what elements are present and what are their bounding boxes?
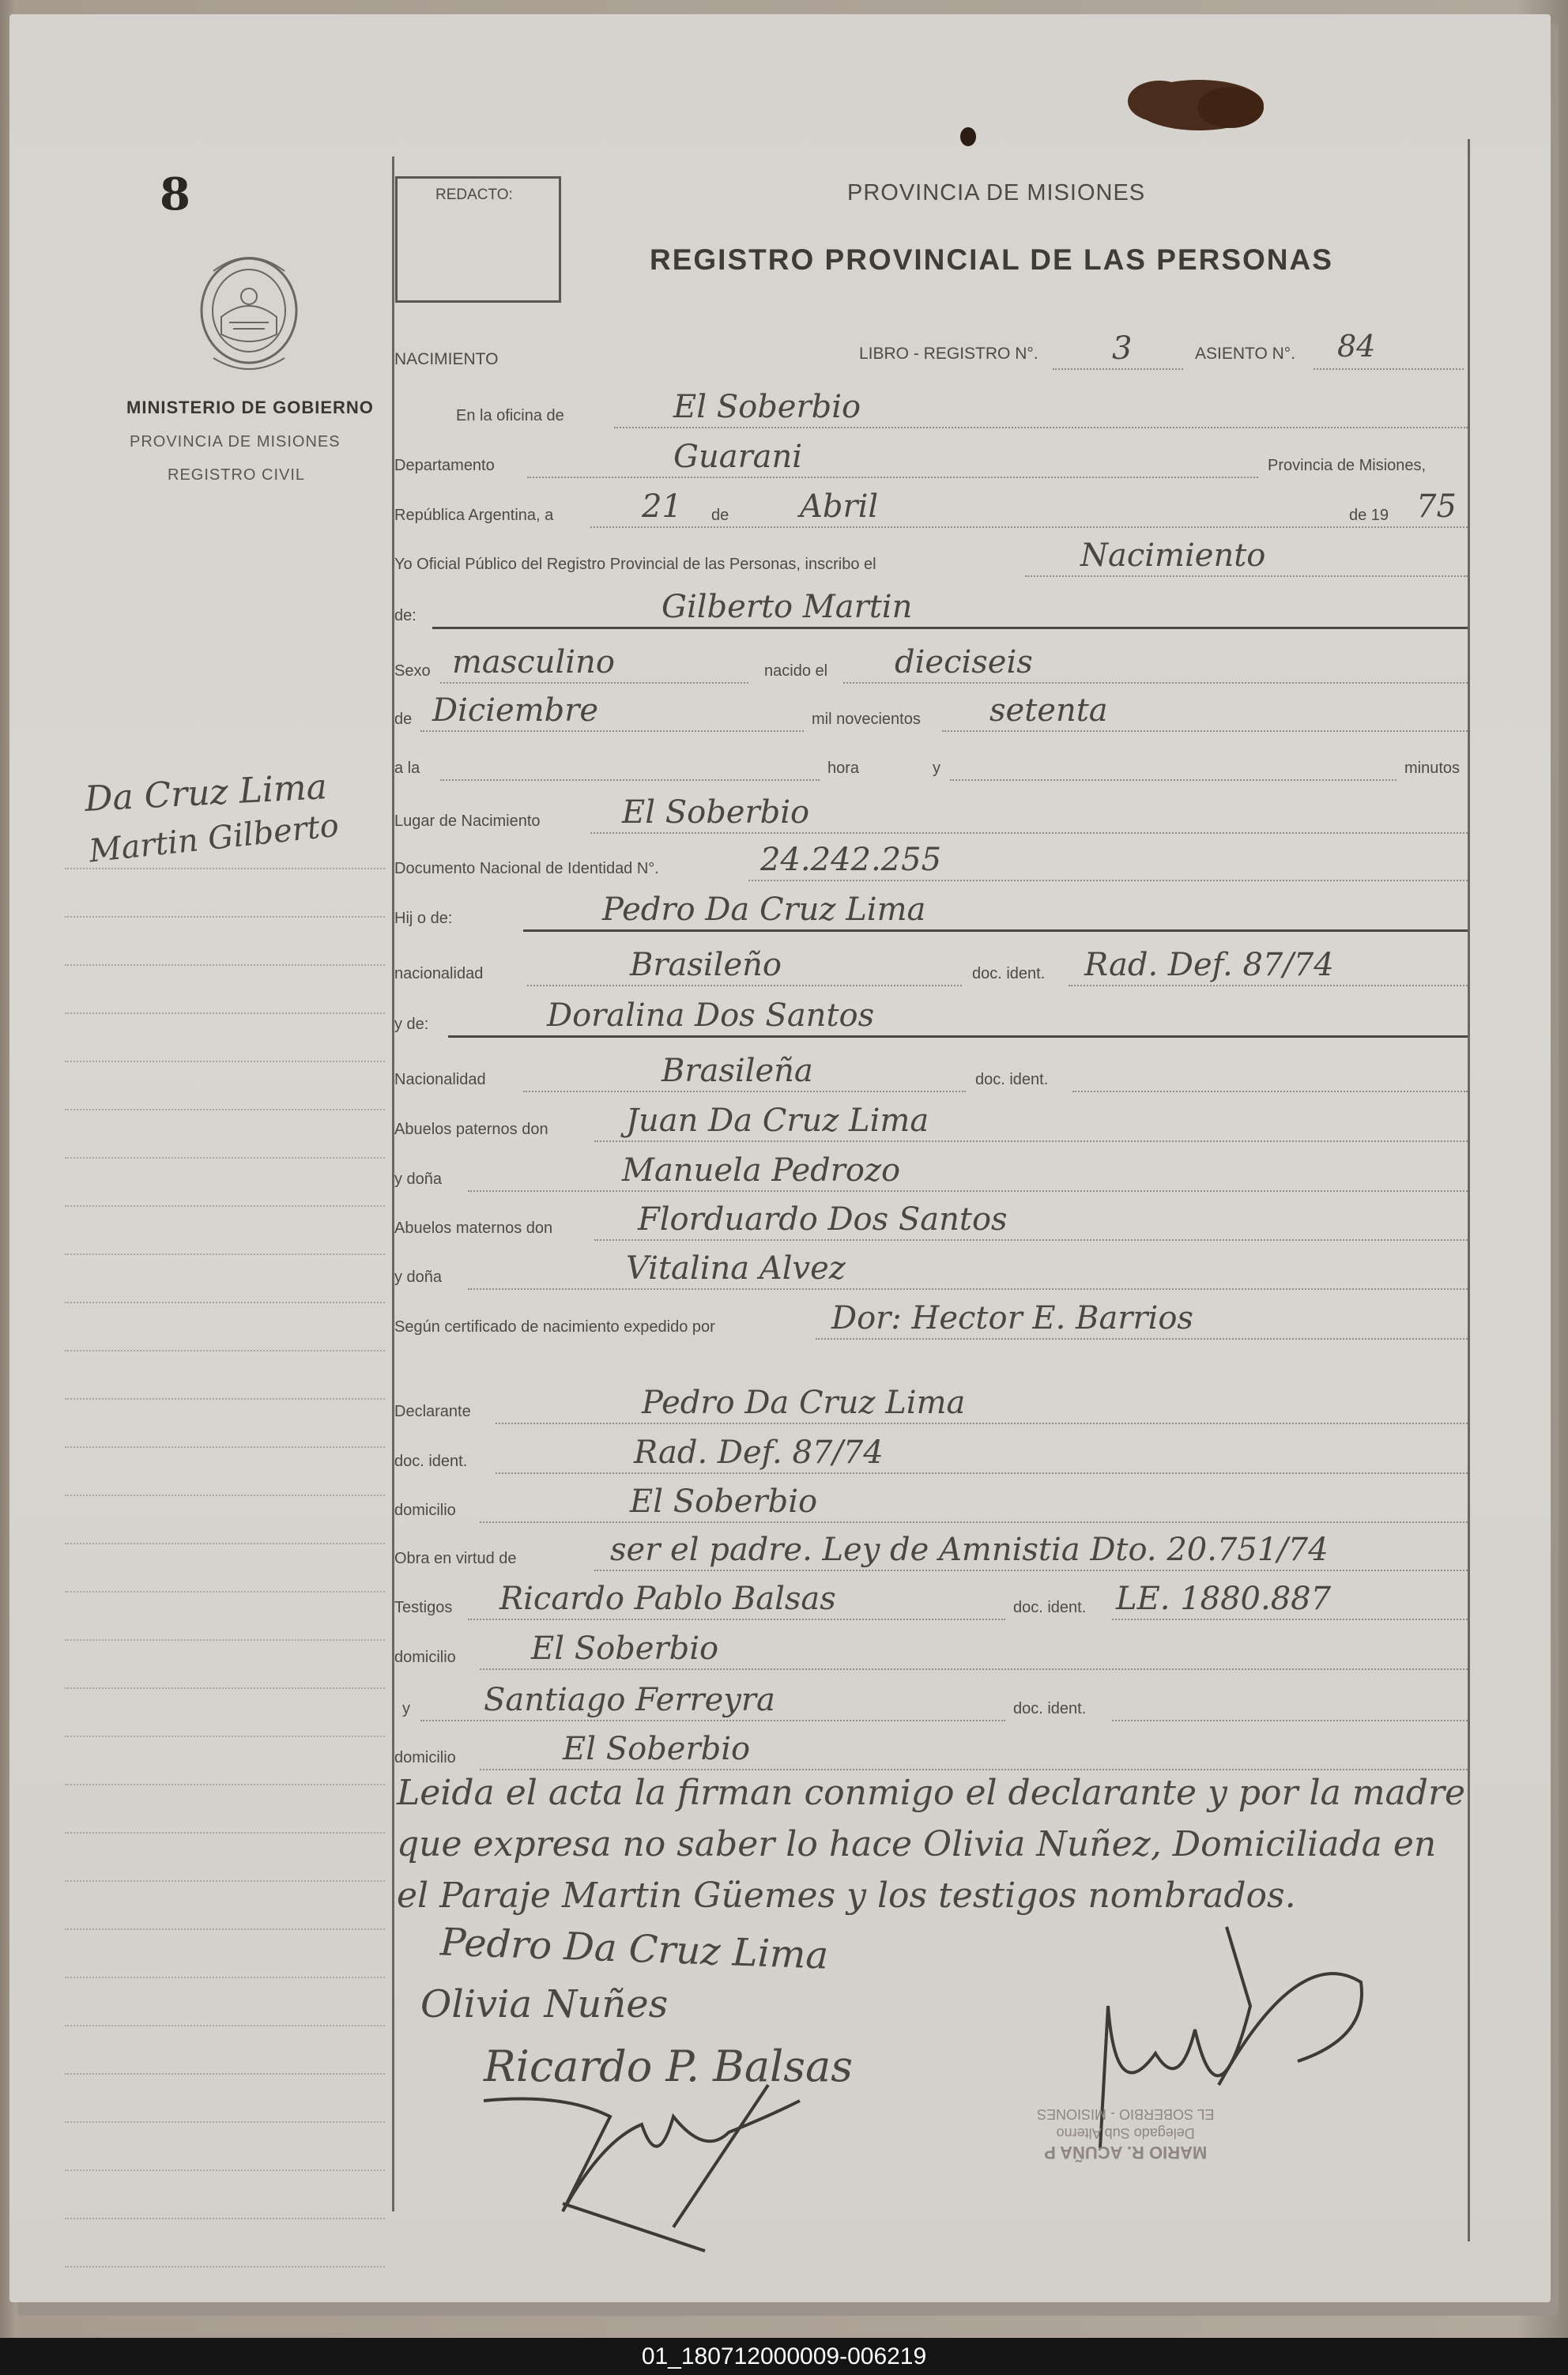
signature-witness-mother: Olivia Nuñes [420, 1982, 669, 2026]
form-line [420, 1720, 1005, 1721]
form-line [523, 929, 1468, 932]
form-line [523, 1091, 966, 1092]
form-line [950, 779, 1396, 781]
field-value: Santiago Ferreyra [484, 1682, 775, 1718]
field-value: ser el padre. Ley de Amnistia Dto. 20.751/74 [610, 1532, 1329, 1568]
field-label: de: [394, 607, 416, 624]
field-value: Doralina Dos Santos [547, 997, 875, 1034]
field-value: El Soberbio [622, 794, 810, 831]
field-label: Sexo [394, 662, 431, 680]
stamp-line-2: Delegado Sub Alterno [1056, 2125, 1195, 2141]
asiento-value: 84 [1337, 329, 1376, 364]
field-label: Nacionalidad [394, 1071, 486, 1088]
closing-line-2: que expresa no saber lo hace Olivia Nuñez, Domiciliada en [397, 1824, 1437, 1864]
field-label: Departamento [394, 457, 495, 474]
form-line [527, 985, 962, 986]
page-number: 8 [160, 168, 190, 221]
form-line [496, 1423, 1468, 1424]
field-label: Abuelos paternos don [394, 1121, 548, 1138]
field-value: Diciembre [432, 692, 599, 729]
field-label: minutos [1404, 760, 1461, 777]
asiento-label: ASIENTO N°. [1195, 345, 1296, 363]
field-value: 75 [1416, 488, 1457, 525]
field-label: Hij o de: [394, 910, 453, 927]
form-line [1072, 1091, 1468, 1092]
field-value: Dor: Hector E. Barrios [831, 1300, 1193, 1336]
document-page [9, 14, 1551, 2302]
field-label: En la oficina de [456, 407, 564, 424]
form-line [594, 1239, 1468, 1241]
signature-declarante: Pedro Da Cruz Lima [439, 1920, 830, 1978]
ministry-title: MINISTERIO DE GOBIERNO [126, 398, 374, 417]
form-line [468, 1288, 1468, 1290]
ink-stain [1112, 62, 1286, 149]
registry-heading: REGISTRO PROVINCIAL DE LAS PERSONAS [650, 243, 1333, 276]
field-value: Manuela Pedrozo [622, 1152, 901, 1189]
field-value: El Soberbio [531, 1630, 719, 1667]
form-line [420, 730, 804, 732]
form-line [1112, 1619, 1468, 1620]
field-value: 24.242.255 [760, 842, 942, 878]
field-value: Abril [800, 488, 879, 525]
signature-witness-2-scribble [468, 2069, 879, 2275]
field-value: Florduardo Dos Santos [638, 1201, 1008, 1238]
field-value: Brasileña [662, 1053, 813, 1089]
official-stamp [1037, 2105, 1214, 2162]
closing-line-3: el Paraje Martin Güemes y los testigos nombrados. [397, 1875, 1296, 1916]
libro-value: 3 [1112, 330, 1133, 367]
form-line [748, 880, 1468, 881]
field-label: doc. ident. [975, 1071, 1049, 1088]
field-label: y doña [394, 1269, 443, 1286]
libro-label: LIBRO - REGISTRO N°. [859, 345, 1038, 363]
form-line [480, 1668, 1468, 1670]
form-line [816, 1338, 1468, 1340]
form-line [614, 427, 1468, 428]
field-label: nacionalidad [394, 965, 484, 982]
field-label: de [394, 711, 413, 728]
ink-dot [956, 125, 980, 149]
field-value: masculino [452, 644, 615, 680]
field-label: y doña [394, 1171, 443, 1188]
field-value: Juan Da Cruz Lima [626, 1103, 929, 1139]
field-value: Pedro Da Cruz Lima [642, 1385, 966, 1421]
field-label: nacido el [764, 662, 828, 680]
field-value: setenta [989, 692, 1108, 729]
form-line [468, 1619, 1005, 1620]
form-line [496, 1472, 1468, 1474]
redacto-label: REDACTO: [435, 187, 513, 203]
field-label: a la [394, 760, 420, 777]
form-line [1025, 575, 1468, 577]
stamp-line-1: MARIO R. ACUÑA P [1044, 2143, 1208, 2162]
field-value: Vitalina Alvez [626, 1250, 846, 1287]
field-label: Provincia de Misiones, [1268, 457, 1427, 474]
form-line [480, 1521, 1468, 1523]
form-line [590, 832, 1468, 834]
signature-witness-1: Ricardo P. Balsas [484, 2041, 853, 2091]
form-line [527, 477, 1258, 478]
field-value: El Soberbio [630, 1483, 818, 1520]
stamp-line-3: EL SOBERBIO - MISIONES [1037, 2106, 1215, 2122]
ministry-seal-icon [190, 247, 308, 382]
field-label: Obra en virtud de [394, 1550, 517, 1567]
field-value: LE. 1880.887 [1116, 1581, 1332, 1617]
field-label: Documento Nacional de Identidad N°. [394, 860, 659, 877]
field-label: Testigos [394, 1599, 453, 1616]
field-value: Pedro Da Cruz Lima [602, 892, 926, 928]
form-line [843, 682, 1468, 684]
field-label: doc. ident. [972, 965, 1046, 982]
field-value: El Soberbio [673, 389, 861, 425]
field-label: domicilio [394, 1502, 456, 1519]
field-value: Rad. Def. 87/74 [634, 1434, 884, 1471]
field-label: y [402, 1700, 410, 1717]
field-label: domicilio [394, 1649, 456, 1666]
ministry-province: PROVINCIA DE MISIONES [130, 433, 341, 450]
redacto-box [395, 176, 561, 303]
field-value: Guarani [673, 439, 803, 475]
field-value: Gilberto Martin [662, 589, 913, 625]
form-line [448, 1035, 1468, 1038]
form-line [590, 526, 1468, 528]
field-label: República Argentina, a [394, 507, 554, 524]
field-label: Según certificado de nacimiento expedido por [394, 1318, 715, 1336]
form-line [432, 627, 1468, 629]
field-label: y de: [394, 1016, 429, 1033]
ministry-registry: REGISTRO CIVIL [168, 466, 306, 484]
field-value: Ricardo Pablo Balsas [499, 1581, 836, 1617]
field-label: domicilio [394, 1749, 456, 1766]
frame-right-line [1468, 139, 1470, 2241]
margin-note-line2: Martin Gilberto [87, 807, 341, 870]
field-label: de [711, 507, 729, 524]
field-value: Rad. Def. 87/74 [1084, 947, 1334, 983]
form-line [480, 1769, 1468, 1770]
form-line [594, 1140, 1468, 1142]
field-label: hora [827, 760, 860, 777]
field-value: Nacimiento [1080, 537, 1266, 574]
field-value: dieciseis [895, 644, 1033, 680]
record-type-label: NACIMIENTO [394, 350, 499, 368]
closing-line-1: Leida el acta la firman conmigo el declarante y por la madre [397, 1773, 1466, 1813]
field-label: doc. ident. [394, 1453, 468, 1470]
province-heading: PROVINCIA DE MISIONES [847, 180, 1146, 205]
field-label: de 19 [1349, 507, 1389, 524]
field-label: y [933, 760, 940, 777]
field-label: mil novecientos [812, 711, 921, 728]
field-label: Lugar de Nacimiento [394, 812, 541, 830]
field-label: Declarante [394, 1403, 471, 1420]
margin-note-line1: Da Cruz Lima [83, 767, 329, 820]
image-caption: 01_180712000009-006219 [0, 2338, 1568, 2375]
field-label: doc. ident. [1013, 1700, 1087, 1717]
form-line [468, 1190, 1468, 1192]
form-line [440, 779, 820, 781]
field-label: Abuelos maternos don [394, 1220, 553, 1237]
form-line [594, 1570, 1468, 1571]
form-line [942, 730, 1468, 732]
form-line [1069, 985, 1468, 986]
form-line [440, 682, 748, 684]
field-label: doc. ident. [1013, 1599, 1087, 1616]
field-value: 21 [642, 488, 682, 525]
field-value: El Soberbio [563, 1731, 751, 1767]
field-value: Brasileño [630, 947, 782, 983]
form-line [1112, 1720, 1468, 1721]
field-label: Yo Oficial Público del Registro Provincial de las Personas, inscribo el [394, 556, 876, 573]
